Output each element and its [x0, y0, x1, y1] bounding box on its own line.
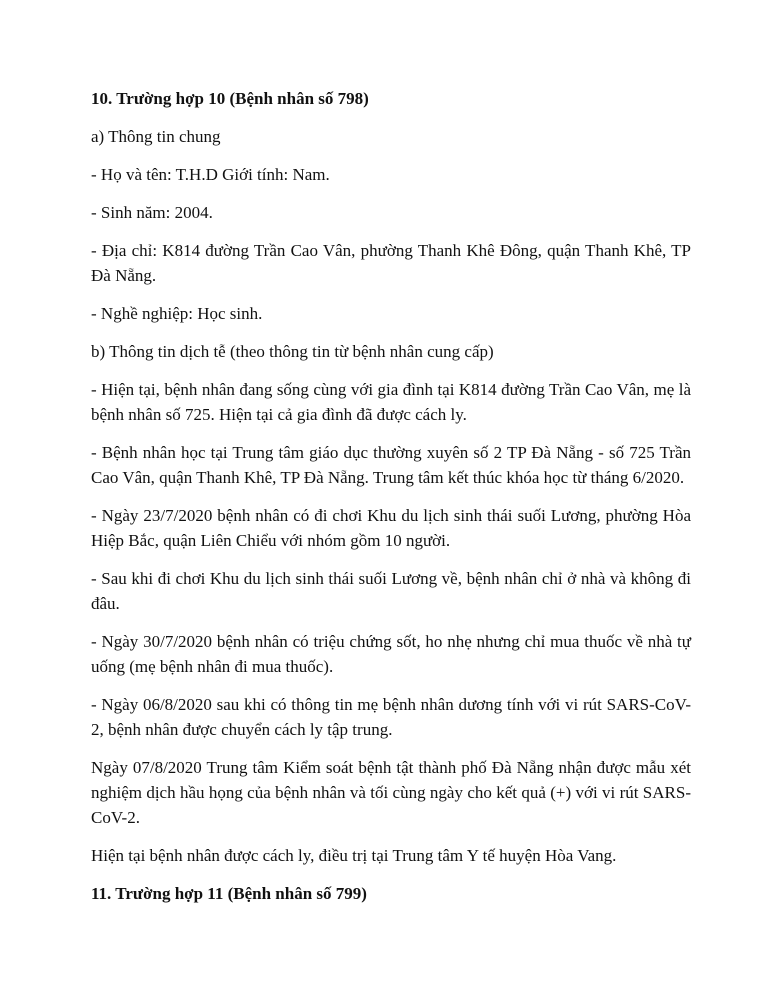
epidemiology-paragraph: - Hiện tại, bệnh nhân đang sống cùng với gia đình tại K814 đường Trần Cao Vân, mẹ là bệnh nhân số 725. Hiện tại cả gia đình đã được cách ly.: [91, 380, 691, 424]
treatment-status-paragraph: Hiện tại bệnh nhân được cách ly, điều trị tại Trung tâm Y tế huyện Hòa Vang.: [91, 846, 617, 865]
epidemiology-paragraph: - Ngày 30/7/2020 bệnh nhân có triệu chứng sốt, ho nhẹ nhưng chỉ mua thuốc về nhà tự uống (mẹ bệnh nhân đi mua thuốc).: [91, 632, 691, 676]
birth-year-line: - Sinh năm: 2004.: [91, 203, 213, 222]
epidemiology-paragraph: - Bệnh nhân học tại Trung tâm giáo dục thường xuyên số 2 TP Đà Nẵng - số 725 Trần Cao Vân, quận Thanh Khê, TP Đà Nẵng. Trung tâm kết thúc khóa học từ tháng 6/2020.: [91, 443, 691, 487]
section-a-label: a) Thông tin chung: [91, 127, 221, 146]
section-b-label: b) Thông tin dịch tễ (theo thông tin từ bệnh nhân cung cấp): [91, 342, 494, 361]
epidemiology-paragraph: - Ngày 23/7/2020 bệnh nhân có đi chơi Khu du lịch sinh thái suối Lương, phường Hòa Hiệp Bắc, quận Liên Chiểu với nhóm gồm 10 người.: [91, 506, 691, 550]
address-line: - Địa chỉ: K814 đường Trần Cao Vân, phường Thanh Khê Đông, quận Thanh Khê, TP Đà Nẵng.: [91, 241, 691, 285]
case-10-heading: 10. Trường hợp 10 (Bệnh nhân số 798): [91, 89, 369, 108]
document-body: [91, 86, 691, 919]
occupation-line: - Nghề nghiệp: Học sinh.: [91, 304, 263, 323]
epidemiology-paragraph: - Sau khi đi chơi Khu du lịch sinh thái suối Lương về, bệnh nhân chỉ ở nhà và không đi đâu.: [91, 569, 691, 613]
epidemiology-paragraph: Ngày 07/8/2020 Trung tâm Kiểm soát bệnh tật thành phố Đà Nẵng nhận được mẫu xét nghiệm dịch hầu họng của bệnh nhân và tối cùng ngày cho kết quả (+) với vi rút SARS-CoV-2.: [91, 758, 691, 827]
name-gender-line: - Họ và tên: T.H.D Giới tính: Nam.: [91, 165, 330, 184]
case-11-heading: 11. Trường hợp 11 (Bệnh nhân số 799): [91, 884, 367, 903]
epidemiology-paragraph: - Ngày 06/8/2020 sau khi có thông tin mẹ bệnh nhân dương tính với vi rút SARS-CoV-2, bệnh nhân được chuyển cách ly tập trung.: [91, 695, 691, 739]
